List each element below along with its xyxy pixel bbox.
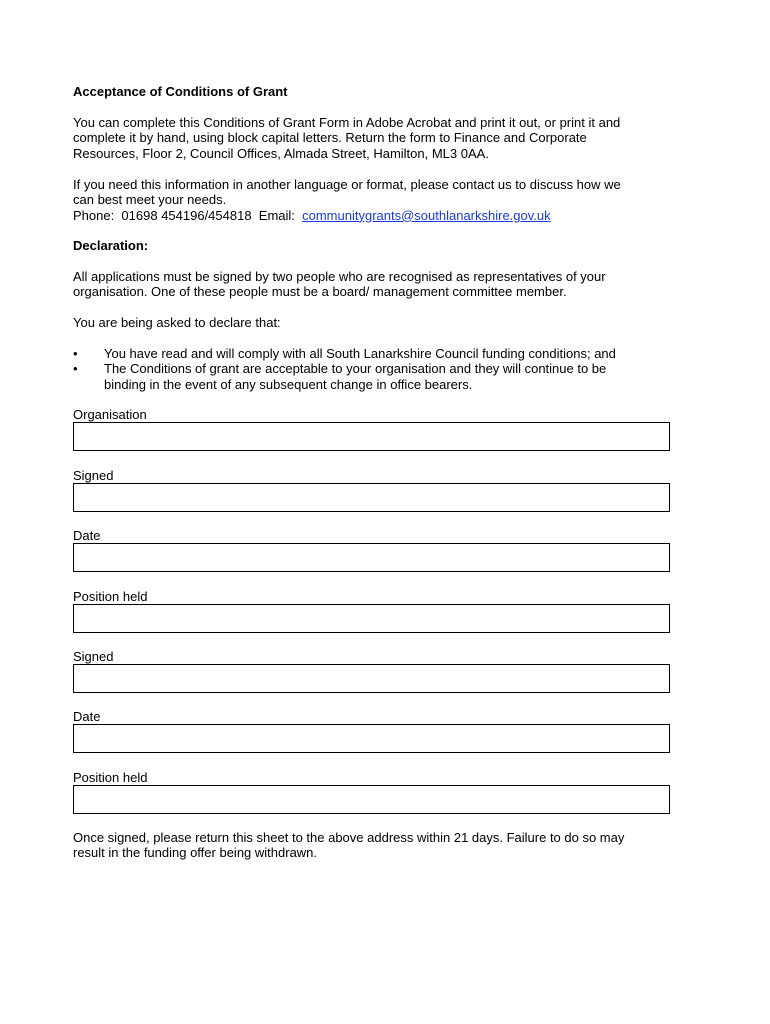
closing-paragraph — [73, 830, 624, 861]
email-link[interactable]: communitygrants@southlanarkshire.gov.uk — [302, 207, 551, 223]
list-item — [73, 361, 616, 392]
position-held-label: Position held — [73, 589, 148, 604]
signed-label: Signed — [73, 468, 114, 483]
declare-intro: You are being asked to declare that: — [73, 315, 281, 330]
requirement-line: organisation. One of these people must be a board/ management committee member. — [73, 284, 567, 300]
signed-label: Signed — [73, 649, 114, 664]
contact-line: can best meet your needs. — [73, 192, 227, 208]
position-held-label: Position held — [73, 770, 148, 785]
list-item-text: The Conditions of grant are acceptable to your organisation and they will continue to be — [104, 361, 607, 377]
intro-line: You can complete this Conditions of Grant Form in Adobe Acrobat and print it out, or print it and — [73, 115, 621, 130]
contact-phone-line — [73, 208, 621, 223]
position-held-field-1[interactable] — [73, 604, 670, 633]
bullet-icon: • — [73, 346, 78, 361]
date-field-1[interactable] — [73, 543, 670, 572]
signed-field-1[interactable] — [73, 483, 670, 512]
list-item-text: You have read and will comply with all South Lanarkshire Council funding conditions; and — [104, 346, 616, 361]
bullet-icon: • — [73, 361, 78, 377]
declaration-heading: Declaration: — [73, 238, 149, 253]
position-held-field-2[interactable] — [73, 785, 670, 814]
date-field-2[interactable] — [73, 724, 670, 753]
closing-line: Once signed, please return this sheet to the above address within 21 days. Failure to do so may — [73, 830, 625, 845]
intro-line: complete it by hand, using block capital letters. Return the form to Finance and Corporate — [73, 130, 587, 146]
intro-paragraph — [73, 115, 620, 161]
list-item-text: binding in the event of any subsequent change in office bearers. — [104, 376, 473, 392]
date-label: Date — [73, 528, 101, 543]
organisation-label: Organisation — [73, 407, 147, 422]
contact-paragraph — [73, 177, 621, 223]
intro-line: Resources, Floor 2, Council Offices, Almada Street, Hamilton, ML3 0AA. — [73, 145, 489, 161]
signed-field-2[interactable] — [73, 664, 670, 693]
requirement-line: All applications must be signed by two people who are recognised as representatives of your — [73, 269, 606, 284]
requirement-paragraph — [73, 269, 606, 300]
contact-line: If you need this information in another language or format, please contact us to discuss how we — [73, 177, 621, 192]
list-item — [73, 346, 616, 361]
phone-text: Phone: 01698 454196/454818 Email: — [73, 207, 303, 223]
form-title: Acceptance of Conditions of Grant — [73, 84, 288, 99]
organisation-field[interactable] — [73, 422, 670, 451]
closing-line: result in the funding offer being withdrawn. — [73, 845, 318, 861]
declaration-list — [73, 346, 616, 392]
date-label: Date — [73, 709, 101, 724]
